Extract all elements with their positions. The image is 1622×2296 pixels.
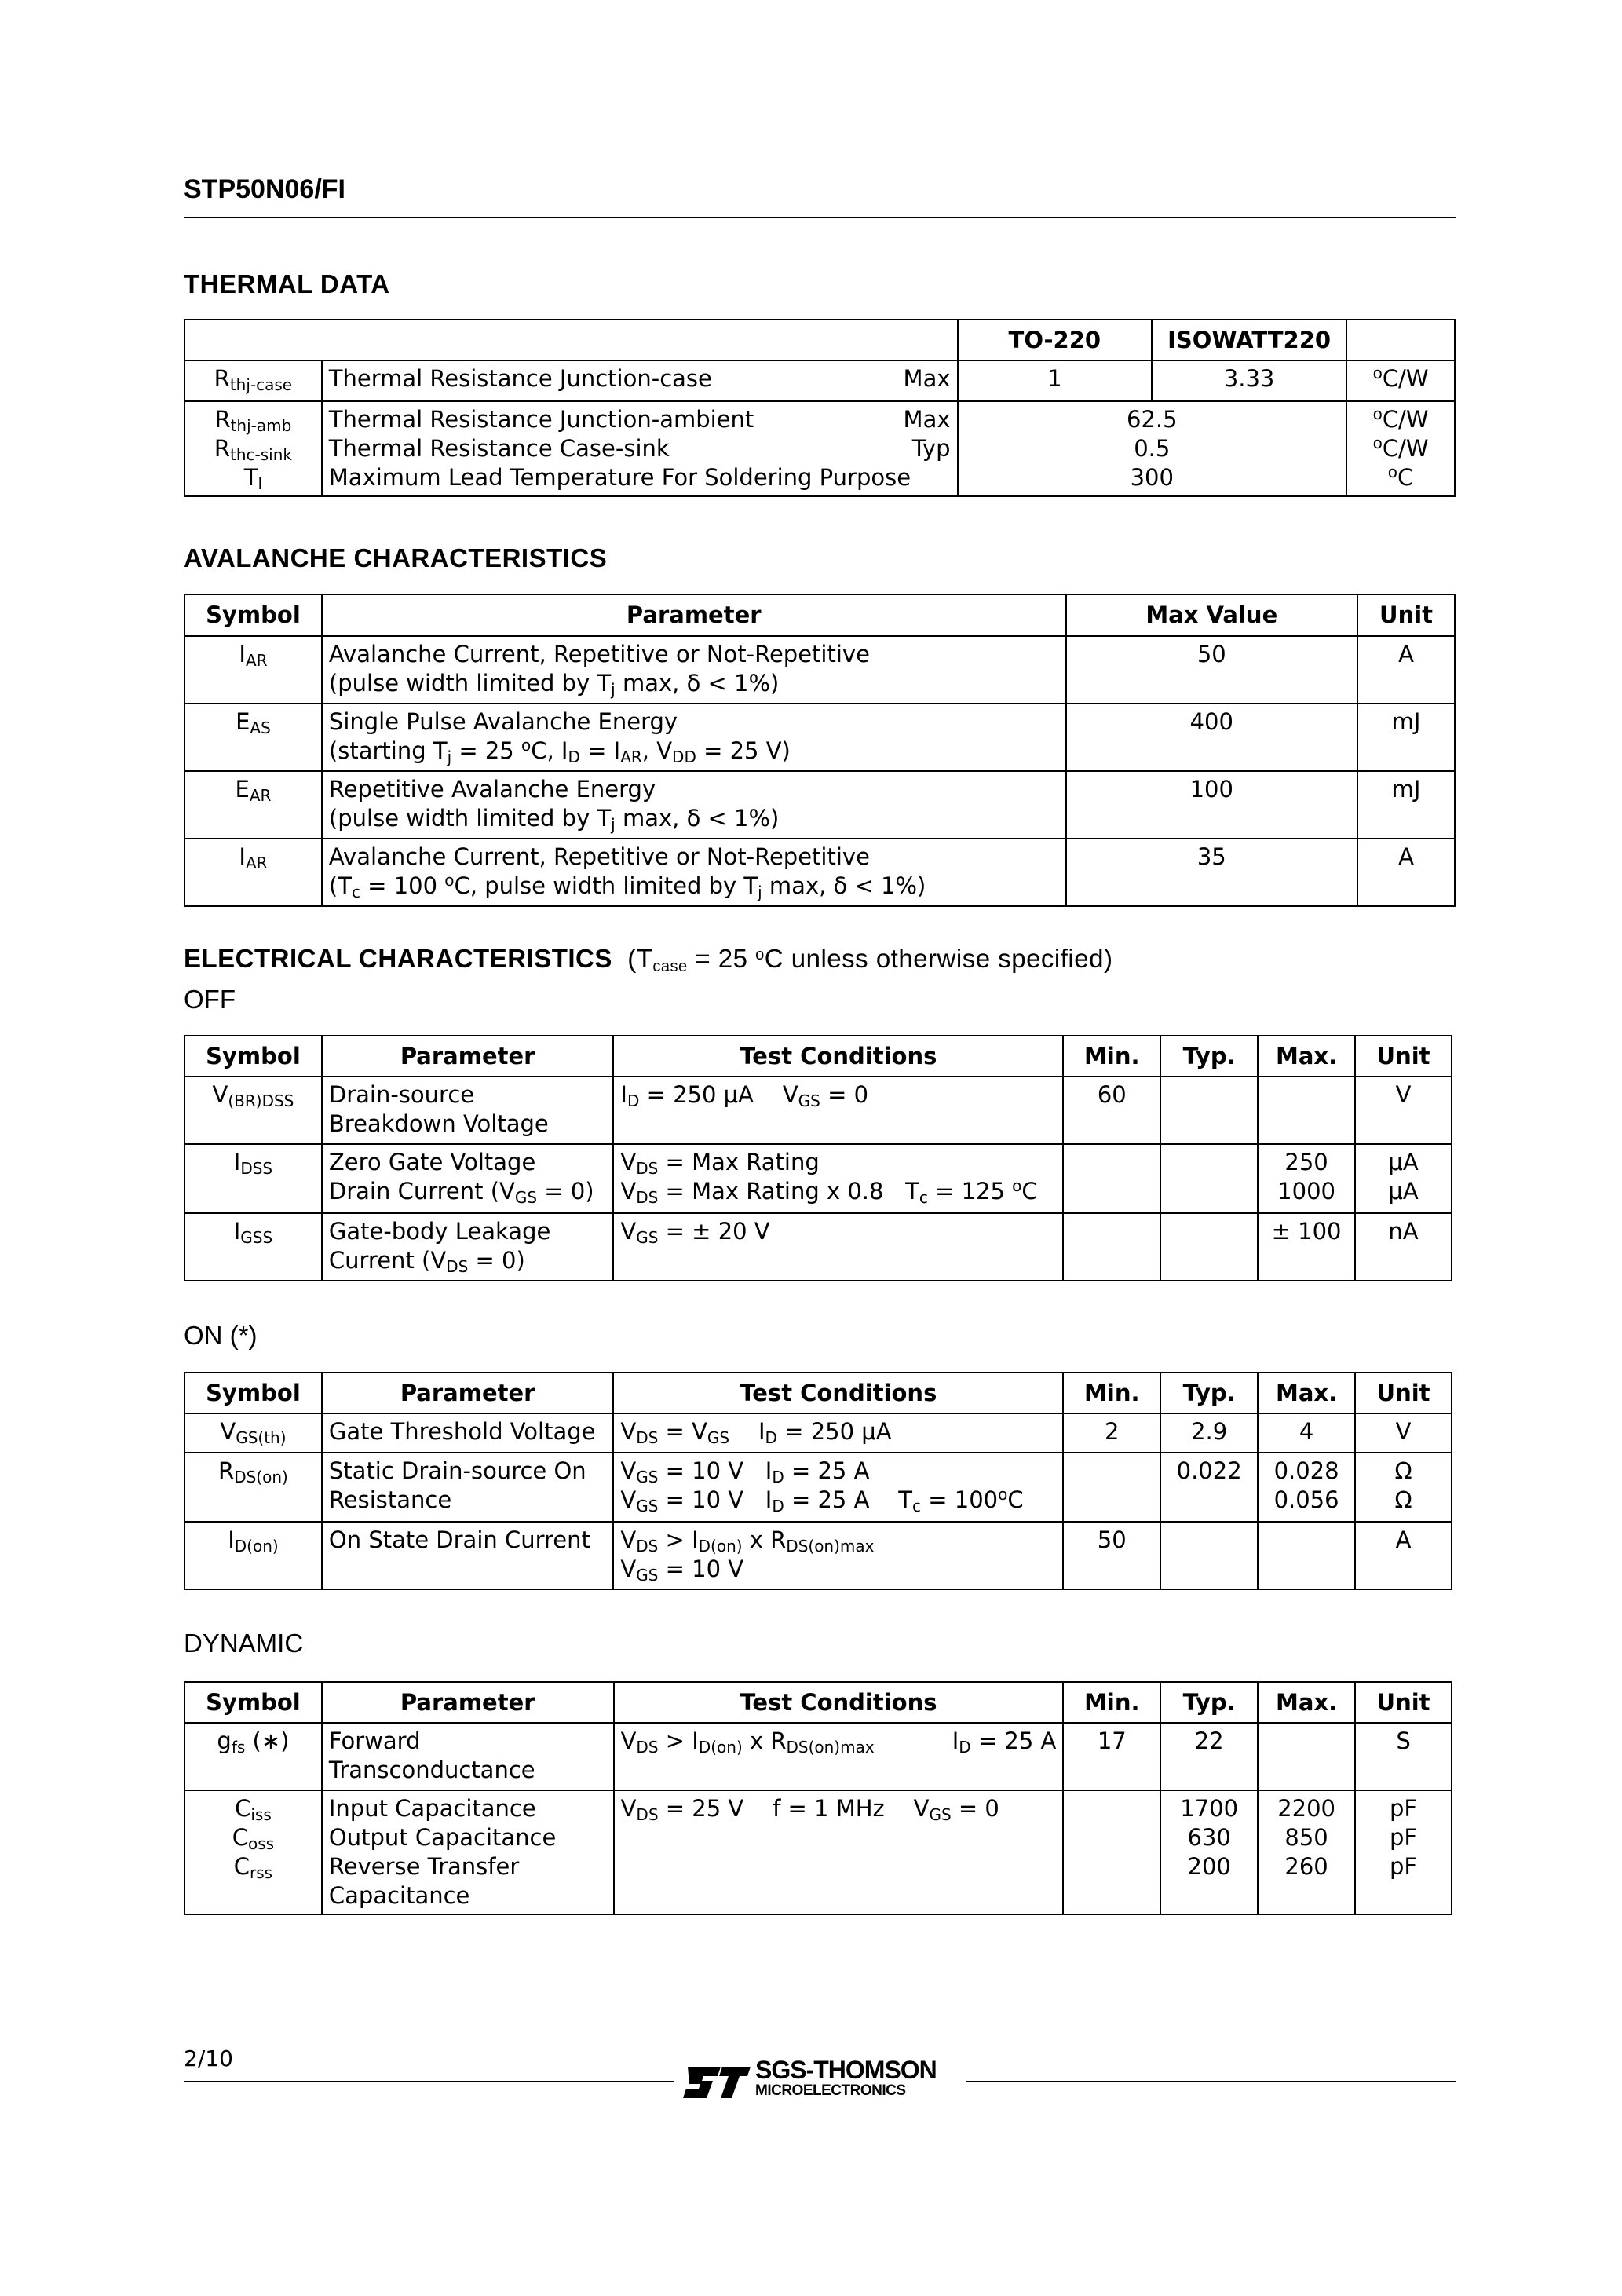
col-unit: Unit	[1355, 1373, 1452, 1413]
off-subheading: OFF	[184, 985, 236, 1014]
col-symbol: Symbol	[184, 1036, 322, 1077]
col-typ: Typ.	[1160, 1036, 1258, 1077]
on-table	[184, 1372, 1452, 1590]
document-title: STP50N06/FI	[184, 174, 345, 204]
table-row: $V_{(BR)DSS}$ Drain-source Breakdown Voltage $I_D = 250$ μA $V_{GS} = 0$ 60 V	[184, 1077, 1452, 1144]
table-row: $I_{DSS}$ Zero Gate Voltage Drain Current $(V_{GS} = 0)$ $V_{DS}$ = Max Rating $V_{DS}$ = Max Rating x 0.8 $T_c = 125$ $^o$C 250 1000 μA μA	[184, 1144, 1452, 1213]
table-row: $R_{DS(on)}$ Static Drain-source On Resistance $V_{GS} = 10$ V $I_D = 25$ A $V_{GS} = 10$ V $I_D = 25$ A $T_c = 100^oC$ 0.022 0.028 0.056 Ω Ω	[184, 1453, 1452, 1522]
table-row: $V_{GS(th)}$ Gate Threshold Voltage $V_{DS} = V_{GS}$ $I_D = 250$ μA 2 2.9 4 V	[184, 1413, 1452, 1453]
brand-subtitle: MICROELECTRONICS	[755, 2082, 906, 2099]
col-symbol: Symbol	[184, 594, 322, 636]
table-row: $E_{AR}$ Repetitive Avalanche Energy (pulse width limited by $T_j$ max, δ < 1%) 100 mJ	[184, 771, 1455, 839]
col-unit: Unit	[1355, 1682, 1452, 1723]
off-table	[184, 1035, 1452, 1281]
col-parameter: Parameter	[322, 594, 1066, 636]
col-min: Min.	[1063, 1373, 1160, 1413]
table-row: $R_{thj-amb}$ $R_{thc-sink}$ $T_l$ Thermal Resistance Junction-ambient Max Thermal Resistance Case-sink Typ Maximum Lead Temperature For Soldering Purpose 62.5 0.5 300 $^o$C/W $^o$C/W $^o$C	[184, 401, 1455, 496]
col-isowatt220: ISOWATT220	[1152, 320, 1346, 360]
avalanche-table	[184, 594, 1456, 907]
dynamic-table	[184, 1681, 1452, 1915]
col-typ: Typ.	[1160, 1373, 1258, 1413]
col-min: Min.	[1063, 1036, 1160, 1077]
electrical-heading: ELECTRICAL CHARACTERISTICS ($T_{case} = 25$ $^o$C unless otherwise specified)	[184, 944, 1113, 975]
electrical-condition: ($T_{case} = 25$ $^o$C unless otherwise specified)	[627, 944, 1113, 975]
col-to220: TO-220	[958, 320, 1153, 360]
col-test-conditions: Test Conditions	[613, 1373, 1063, 1413]
col-symbol: Symbol	[184, 1373, 322, 1413]
dynamic-subheading: DYNAMIC	[184, 1629, 304, 1658]
thermal-blank-header	[184, 320, 958, 360]
col-parameter: Parameter	[322, 1036, 614, 1077]
col-parameter: Parameter	[322, 1682, 614, 1723]
table-row: $I_{AR}$ Avalanche Current, Repetitive or Not-Repetitive (pulse width limited by $T_j$ max, δ < 1%) 50 A	[184, 636, 1455, 704]
table-row: $g_{fs}$ (∗) Forward Transconductance $V_{DS} > I_{D(on)}$ x $R_{DS(on)max}$ $I_D = 25$ A 17 22 S	[184, 1723, 1452, 1790]
footer-rule-left	[184, 2081, 674, 2082]
header-rule	[184, 217, 1456, 218]
table-row: $I_{D(on)}$ On State Drain Current $V_{DS} > I_{D(on)}$ x $R_{DS(on)max}$ $V_{GS} = 10$ V 50 A	[184, 1522, 1452, 1589]
col-max: Max.	[1258, 1036, 1355, 1077]
col-max-value: Max Value	[1066, 594, 1358, 636]
col-unit-blank	[1346, 320, 1455, 360]
col-typ: Typ.	[1160, 1682, 1258, 1723]
col-symbol: Symbol	[184, 1682, 322, 1723]
table-row: $E_{AS}$ Single Pulse Avalanche Energy (starting $T_j = 25$ $^o$C, $I_D = I_{AR}$, $V_{DD} = 25$ V) 400 mJ	[184, 704, 1455, 771]
sgs-thomson-logo	[681, 2056, 948, 2104]
page-number: 2/10	[184, 2046, 233, 2071]
col-parameter: Parameter	[322, 1373, 613, 1413]
col-unit: Unit	[1357, 594, 1455, 636]
col-test-conditions: Test Conditions	[613, 1036, 1063, 1077]
table-row: $C_{iss}$ $C_{oss}$ $C_{rss}$ Input Capacitance Output Capacitance Reverse Transfer Capacitance $V_{DS} = 25$ V f = 1 MHz $V_{GS} = 0$ 1700 630 200 2200 850 260 pF pF pF	[184, 1790, 1452, 1914]
brand-name: SGS-THOMSON	[755, 2056, 937, 2084]
thermal-table	[184, 319, 1456, 497]
col-max: Max.	[1258, 1373, 1355, 1413]
footer-rule-right	[966, 2081, 1456, 2082]
thermal-heading: THERMAL DATA	[184, 269, 390, 298]
table-row: $I_{AR}$ Avalanche Current, Repetitive or Not-Repetitive ($T_c = 100$ $^o$C, pulse width limited by $T_j$ max, δ < 1%) 35 A	[184, 839, 1455, 906]
table-row: $R_{thj-case}$ Thermal Resistance Junction-case Max 1 3.33 $^o$C/W	[184, 360, 1455, 401]
col-unit: Unit	[1355, 1036, 1452, 1077]
table-row: $I_{GSS}$ Gate-body Leakage Current $(V_{DS} = 0)$ $V_{GS}$ = ± 20 V ± 100 nA	[184, 1213, 1452, 1281]
on-subheading: ON (*)	[184, 1321, 258, 1350]
col-min: Min.	[1063, 1682, 1160, 1723]
col-test-conditions: Test Conditions	[614, 1682, 1064, 1723]
st-logo-icon	[681, 2059, 752, 2103]
avalanche-heading: AVALANCHE CHARACTERISTICS	[184, 543, 608, 572]
col-max: Max.	[1258, 1682, 1355, 1723]
